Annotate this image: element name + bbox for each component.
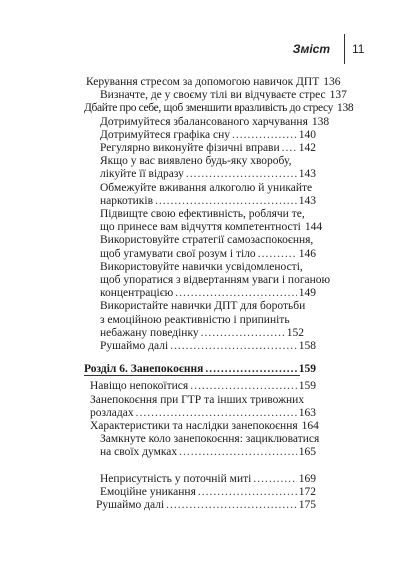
toc-entry xyxy=(100,327,304,340)
toc-entry xyxy=(100,287,316,300)
toc-entry xyxy=(100,129,316,142)
toc-entry-line: Замкнуте коло занепокоєння: зациклюватися xyxy=(100,433,320,446)
running-header-title: Зміст xyxy=(292,42,330,56)
toc-entry-title: Неприсутність у поточній миті xyxy=(100,472,252,485)
toc-leader xyxy=(282,142,297,155)
toc-entry-line: Обмежуйте вживання алкоголю й уникайте xyxy=(100,181,313,194)
chapter-underline xyxy=(84,375,300,376)
toc-entry-line: Використовуйте стратегії самозаспокоєння, xyxy=(100,234,314,247)
toc-entry-title: концентрацією xyxy=(100,287,174,300)
toc-entry-title: Керування стресом за допомогою навичок ДПТ xyxy=(86,76,320,88)
toc-entry-title: Визначте, де у своєму тілі ви відчуваєте стрес xyxy=(100,89,326,102)
toc-entry-page: 144 xyxy=(304,221,323,234)
toc-entry xyxy=(100,473,316,486)
toc-leader xyxy=(253,473,296,486)
toc-leader xyxy=(155,195,297,208)
toc-entry xyxy=(96,499,316,512)
toc-entry-title: Рушаймо далі xyxy=(96,499,165,512)
toc-entry-line: Використовуйте навички усвідомленості, xyxy=(100,260,303,273)
toc-leader xyxy=(175,287,297,300)
chapter-prefix: Розділ 6 xyxy=(84,363,125,376)
toc-leader xyxy=(205,363,296,376)
toc-entry xyxy=(84,102,354,115)
toc-entry-title: Емоційне уникання xyxy=(100,486,196,498)
toc-leader xyxy=(170,340,297,353)
toc-leader xyxy=(201,327,285,340)
toc-entry-title: наркотиків xyxy=(100,194,154,207)
toc-entry-line: Занепокоєння при ГТР та інших тривожних xyxy=(90,393,305,406)
toc-entry-line: щоб упоратися з відвертанням уваги і поганою xyxy=(100,274,331,286)
toc-leader xyxy=(166,499,297,512)
toc-entry-page: 172 xyxy=(298,486,316,498)
toc-entry-page: 146 xyxy=(298,247,316,260)
toc-entry-title: на своїх думках xyxy=(100,446,178,459)
toc-entry-title: розладах xyxy=(90,406,134,419)
toc-entry-title: Рушаймо далі xyxy=(100,340,169,352)
toc-entry-page: 158 xyxy=(298,340,316,352)
toc-entry-page: 163 xyxy=(298,406,316,419)
toc-entry-title: щоб угамувати свої розум і тіло xyxy=(100,247,256,260)
toc-entry xyxy=(100,486,316,499)
toc-entry xyxy=(90,407,316,420)
toc-leader xyxy=(232,129,297,142)
toc-leader xyxy=(258,248,297,261)
toc-entry-title: що принесе вам відчуття компетентності xyxy=(100,221,301,234)
toc-leader xyxy=(198,486,297,499)
toc-entry xyxy=(100,221,323,234)
toc-entry-title: Дотримуйтеся графіка сну xyxy=(100,128,230,141)
toc-entry xyxy=(100,446,316,459)
toc-entry-line: Використайте навички ДПТ для боротьби xyxy=(100,300,306,313)
toc-entry-page: 138 xyxy=(337,102,354,115)
toc-entry-page: 152 xyxy=(286,326,304,339)
chapter-heading xyxy=(84,363,316,376)
chapter-page: 159 xyxy=(298,363,316,376)
toc-entry-line: Підвищте свою ефективність, роблячи те, xyxy=(100,208,305,220)
toc-entry-line: Якщо у вас виявлено будь-яку хворобу, xyxy=(100,155,292,168)
toc-entry-page: 140 xyxy=(298,128,316,141)
toc-entry-page: 165 xyxy=(298,446,316,459)
toc-entry xyxy=(86,76,341,89)
toc-leader xyxy=(186,168,297,181)
toc-entry-page: 169 xyxy=(298,472,316,485)
toc-entry-page: 137 xyxy=(329,89,347,102)
header-divider xyxy=(344,34,345,64)
toc-entry xyxy=(90,420,319,433)
toc-entry xyxy=(100,340,316,353)
toc-entry-title: Навіщо непокоїтися xyxy=(90,380,189,393)
toc-entry xyxy=(100,142,316,155)
toc-leader xyxy=(190,380,297,393)
toc-entry xyxy=(100,195,316,208)
toc-entry-page: 159 xyxy=(298,380,316,393)
toc-entry-page: 175 xyxy=(298,499,316,512)
toc-entry xyxy=(90,380,316,393)
toc-entry xyxy=(100,115,330,129)
toc-leader xyxy=(136,407,297,420)
toc-entry-title: Дбайте про себе, щоб зменшити вразливість до стресу xyxy=(84,102,334,115)
toc-entry-title: Дотримуйтеся збалансованого харчування xyxy=(100,115,308,128)
toc-entry-title: Характеристики та наслідки занепокоєння xyxy=(90,420,298,432)
toc-entry-page: 138 xyxy=(311,115,330,128)
toc-entry-page: 164 xyxy=(301,420,319,432)
toc-entry-line: з емоційною реактивністю і припиніть xyxy=(100,313,290,326)
toc-entry xyxy=(100,168,316,181)
toc-entry-title: лікуйте її відразу xyxy=(100,168,184,181)
toc-entry-page: 143 xyxy=(298,194,316,207)
toc-entry-page: 142 xyxy=(298,142,316,154)
toc-entry-page: 136 xyxy=(323,76,341,88)
toc-entry-page: 149 xyxy=(298,287,316,300)
toc-entry xyxy=(100,248,316,261)
toc-entry-title: Регулярно виконуйте фізичні вправи xyxy=(100,142,280,154)
toc-leader xyxy=(179,446,297,459)
toc-entry-title: небажану поведінку xyxy=(100,326,199,339)
toc-entry xyxy=(100,89,347,102)
toc-entry-page: 143 xyxy=(298,168,316,181)
page-number: 11 xyxy=(352,42,365,56)
chapter-title: . Занепокоєння xyxy=(125,363,204,376)
